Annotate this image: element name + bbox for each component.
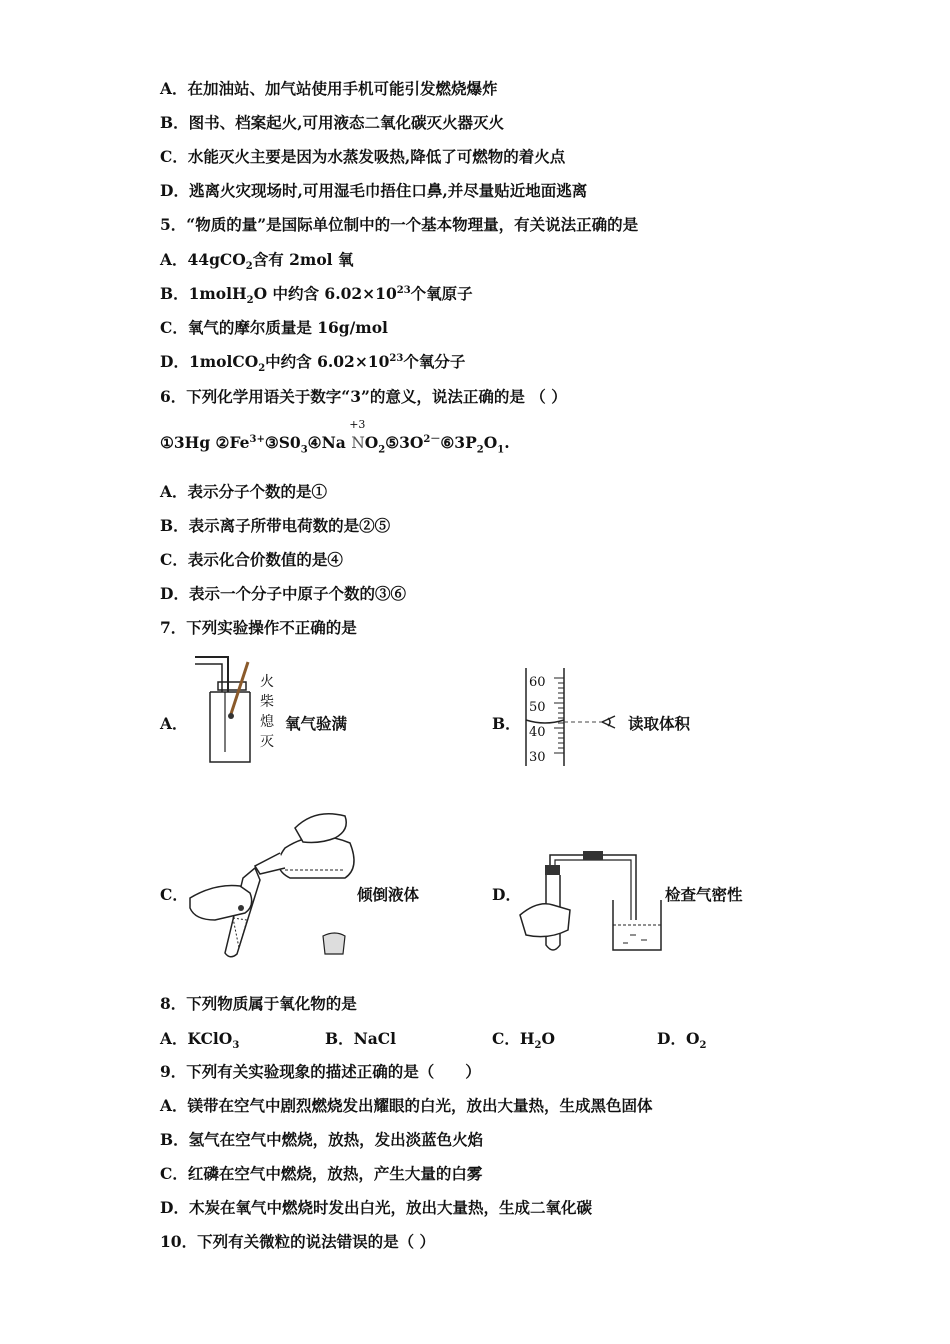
tick-label: 50: [529, 700, 546, 715]
q9-option-a: A．镁带在空气中剧烈燃烧发出耀眼的白光，放出大量热，生成黑色固体: [160, 1096, 653, 1115]
q8-option-c: C．$H_2O$: [492, 1029, 555, 1052]
q5-stem: 5．“物质的量”是国际单位制中的一个基本物理量，有关说法正确的是: [160, 215, 639, 234]
q8-stem: 8．下列物质属于氧化物的是: [160, 994, 357, 1013]
q6-option-a: A．表示分子个数的是①: [160, 482, 328, 501]
q4-option-c: C．水能灭火主要是因为水蒸发吸热,降低了可燃物的着火点: [160, 147, 566, 166]
q4-option-d: D．逃离火灾现场时,可用湿毛巾捂住口鼻,并尽量贴近地面逃离: [160, 181, 588, 200]
q7-option-b-label: 读取体积: [628, 714, 691, 733]
q8-option-a: A．KClO$_3$: [160, 1029, 240, 1052]
q6-option-b: B．表示离子所带电荷数的是②⑤: [160, 516, 391, 535]
q7-option-a-letter: A．: [160, 714, 188, 733]
q8-option-d: D．$O_2$: [657, 1029, 707, 1052]
airtightness-figure: [518, 845, 663, 957]
q6-option-d: D．表示一个分子中原子个数的③⑥: [160, 584, 406, 603]
q4-option-b: B．图书、档案起火,可用液态二氧化碳灭火器灭火: [160, 113, 504, 132]
q9-stem: 9．下列有关实验现象的描述正确的是（ ）: [160, 1062, 481, 1081]
q6-stem: 6．下列化学用语关于数字“3”的意义，说法正确的是 （ ）: [160, 387, 567, 406]
q9-option-c: C．红磷在空气中燃烧，放热，产生大量的白雾: [160, 1164, 483, 1183]
q7-option-d-label: 检查气密性: [665, 885, 743, 904]
tick-label: 30: [529, 750, 546, 765]
q7-option-a-label: 氧气验满: [285, 714, 348, 733]
q9-option-b: B．氢气在空气中燃烧，放热，发出淡蓝色火焰: [160, 1130, 484, 1149]
q4-option-a: A．在加油站、加气站使用手机可能引发燃烧爆炸: [160, 79, 498, 98]
q5-option-b: B．1molH$_2$O 中约含 $6.02\times 10^{23}$个氧原子: [160, 284, 473, 307]
q7-option-b-letter: B．: [492, 714, 521, 733]
q6-option-c: C．表示化合价数值的是④: [160, 550, 343, 569]
q7-option-d-letter: D．: [492, 885, 521, 904]
tick-label: 40: [529, 725, 546, 740]
cylinder-scale: [529, 670, 546, 770]
valence-mark: +3: [349, 418, 366, 432]
q7-option-c-label: 倾倒液体: [357, 885, 420, 904]
q5-option-a: A．44gCO$_2$含有 2mol 氧: [160, 250, 354, 273]
pouring-liquid-figure: [185, 808, 360, 958]
q5-option-d: D．1molCO$_2$中约含 $6.02\times 10^{23}$个氧分子: [160, 352, 466, 375]
q7-option-c-letter: C．: [160, 885, 188, 904]
q8-option-b: B．NaCl: [325, 1029, 397, 1048]
tick-label: 60: [529, 675, 546, 690]
q10-stem: 10．下列有关微粒的说法错误的是（ ）: [160, 1232, 435, 1251]
q7-stem: 7．下列实验操作不正确的是: [160, 618, 357, 637]
q5-option-c: C．氧气的摩尔质量是 16g/mol: [160, 318, 388, 337]
q9-option-d: D．木炭在氧气中燃烧时发出白光，放出大量热，生成二氧化碳: [160, 1198, 592, 1217]
q6-formulas: ①3Hg $②Fe^{3+}③S0_3④Na$ +3 $NO_2⑤3O^{2-}⑥3P_2O_1$.: [160, 418, 510, 456]
match-text-col: 火 柴 熄 灭: [260, 674, 274, 750]
